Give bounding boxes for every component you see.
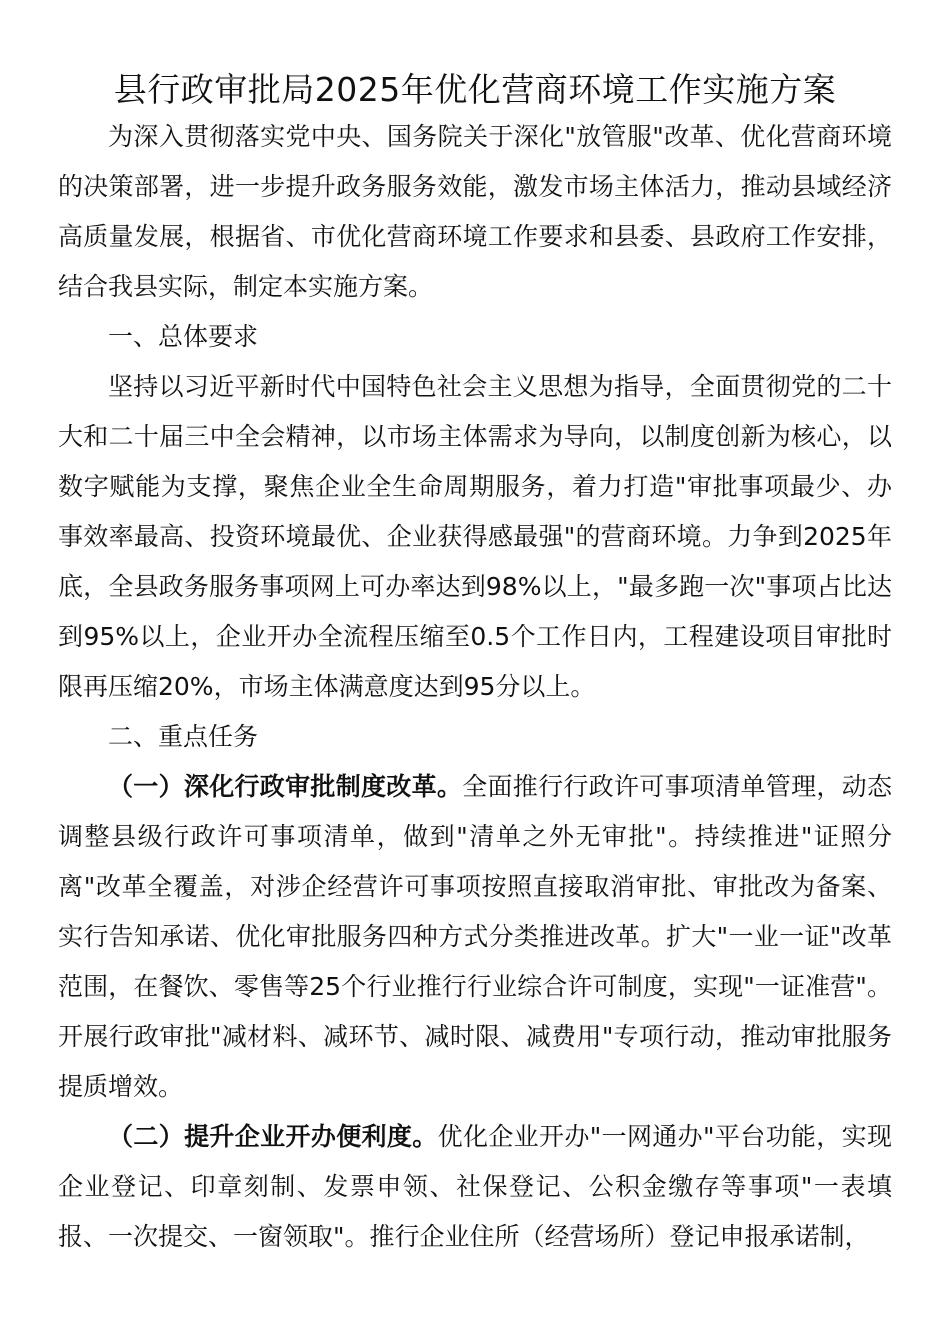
- task-label-approval-reform: （一）深化行政审批制度改革。: [108, 772, 463, 801]
- general-requirements-paragraph: 坚持以习近平新时代中国特色社会主义思想为指导，全面贯彻党的二十大和二十届三中全会精神，以市场主体需求为导向，以制度创新为核心，以数字赋能为支撑，聚焦企业全生命周期服务，着力打造"审批事项最少、办事效率最高、投资环境最优、企业获得感最强"的营商环境。力争到2025年底，全县政务服务事项网上可办率达到98%以上，"最多跑一次"事项占比达到95%以上，企业开办全流程压缩至0.5个工作日内，工程建设项目审批时限再压缩20%，市场主体满意度达到95分以上。: [58, 372, 892, 701]
- document-title: 县行政审批局2025年优化营商环境工作实施方案: [113, 70, 837, 109]
- section-heading-key-tasks: 二、重点任务: [108, 722, 259, 751]
- intro-paragraph: 为深入贯彻落实党中央、国务院关于深化"放管服"改革、优化营商环境的决策部署，进一步提升政务服务效能，激发市场主体活力，推动县域经济高质量发展，根据省、市优化营商环境工作要求和县委、县政府工作安排，结合我县实际，制定本实施方案。: [58, 122, 892, 301]
- task-body-approval-reform: 全面推行行政许可事项清单管理，动态调整县级行政许可事项清单，做到"清单之外无审批"。持续推进"证照分离"改革全覆盖，对涉企经营许可事项按照直接取消审批、审批改为备案、实行告知承诺、优化审批服务四种方式分类推进改革。扩大"一业一证"改革范围，在餐饮、零售等25个行业推行行业综合许可制度，实现"一证准营"。开展行政审批"减材料、减环节、减时限、减费用"专项行动，推动审批服务提质增效。: [58, 772, 892, 1101]
- document-page: [58, 62, 892, 1262]
- section-heading-general-requirements: 一、总体要求: [108, 322, 259, 351]
- task-label-business-startup: （二）提升企业开办便利度。: [108, 1122, 438, 1151]
- task-paragraph-business-startup: [58, 1112, 892, 1262]
- task-body-business-startup: 优化企业开办"一网通办"平台功能，实现企业登记、印章刻制、发票申领、社保登记、公积金缴存等事项"一表填报、一次提交、一窗领取"。推行企业住所（经营场所）登记申报承诺制，: [58, 1122, 892, 1251]
- task-paragraph-approval-reform: [58, 762, 892, 1112]
